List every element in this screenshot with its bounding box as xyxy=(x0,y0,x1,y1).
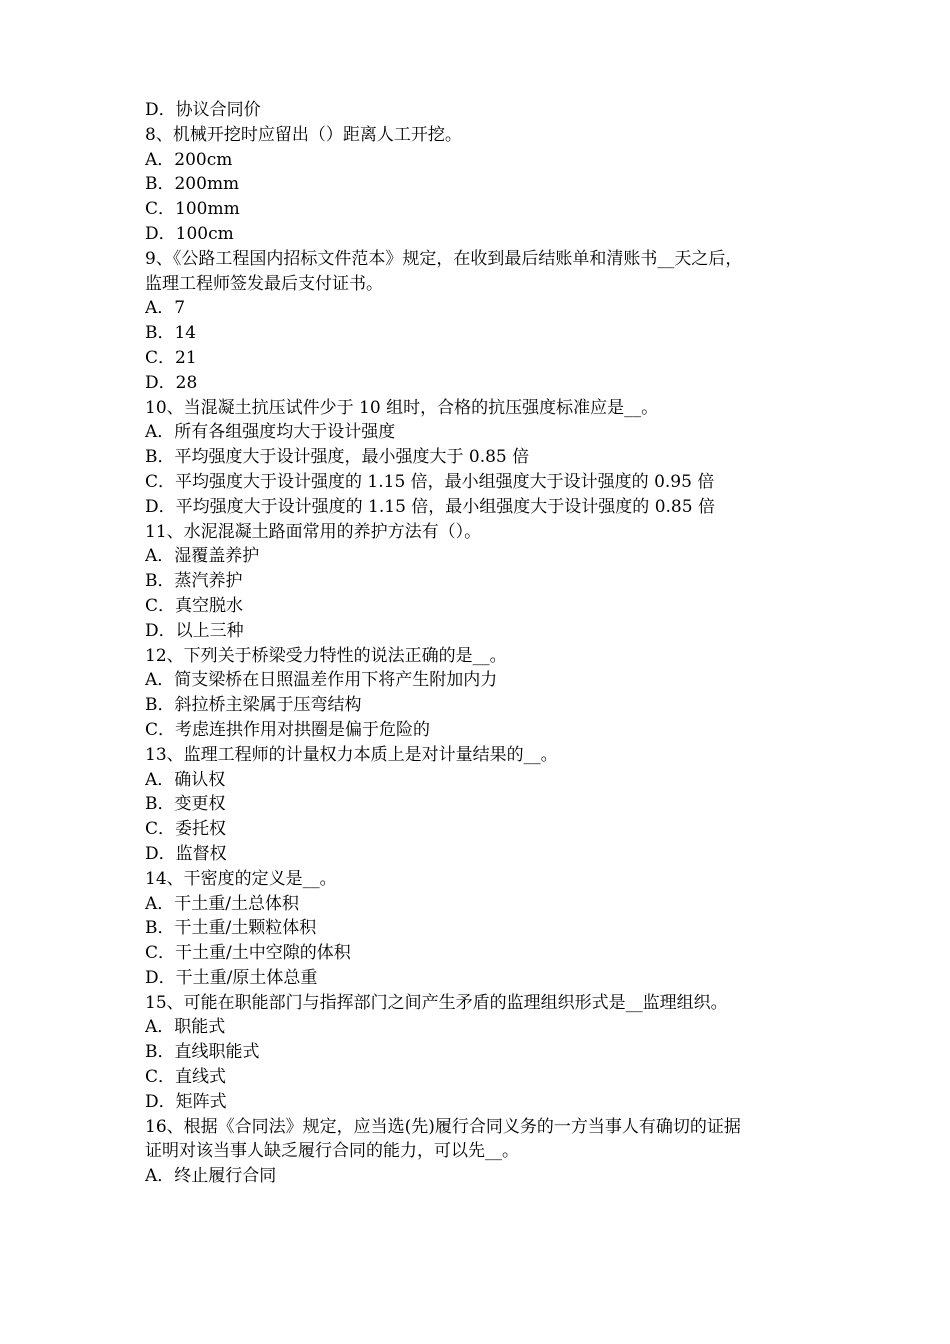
text-line: B．斜拉桥主梁属于压弯结构 xyxy=(145,695,362,716)
text-line: A．200cm xyxy=(145,149,233,170)
text-line: 15、可能在职能部门与指挥部门之间产生矛盾的监理组织形式是__监理组织。 xyxy=(145,992,728,1013)
text-line: D．协议合同价 xyxy=(145,100,261,120)
text-line: C．考虑连拱作用对拱圈是偏于危险的 xyxy=(145,719,431,740)
text-line: B．蒸汽养护 xyxy=(145,571,243,592)
text-line: 9、《公路工程国内招标文件范本》规定，在收到最后结账单和清账书__天之后， xyxy=(145,248,743,269)
text-line: 14、干密度的定义是__。 xyxy=(145,868,337,889)
text-line: A．终止履行合同 xyxy=(145,1166,277,1187)
text-line: B．平均强度大于设计强度，最小强度大于 0.85 倍 xyxy=(145,447,530,468)
text-line: A．简支梁桥在日照温差作用下将产生附加内力 xyxy=(145,670,498,691)
text-line: C．真空脱水 xyxy=(145,595,244,616)
text-line: 12、下列关于桥梁受力特性的说法正确的是__。 xyxy=(145,645,507,666)
text-line: D．平均强度大于设计强度的 1.15 倍，最小组强度大于设计强度的 0.85 倍 xyxy=(145,496,715,517)
text-line: C．21 xyxy=(145,347,197,368)
text-line: B．直线职能式 xyxy=(145,1042,260,1063)
text-line: A．湿覆盖养护 xyxy=(145,546,260,567)
text-line: B．干土重/土颗粒体积 xyxy=(145,918,317,939)
text-line: D．干土重/原土体总重 xyxy=(145,967,318,988)
text-line: 11、水泥混凝土路面常用的养护方法有（）。 xyxy=(145,521,482,542)
text-line: A．职能式 xyxy=(145,1017,226,1038)
text-line: 10、当混凝土抗压试件少于 10 组时，合格的抗压强度标准应是__。 xyxy=(145,397,659,418)
text-line: C．平均强度大于设计强度的 1.15 倍，最小组强度大于设计强度的 0.95 倍 xyxy=(145,471,715,492)
text-line: B．200mm xyxy=(145,174,240,195)
text-line: 8、机械开挖时应留出（）距离人工开挖。 xyxy=(145,124,462,145)
text-line: 证明对该当事人缺乏履行合同的能力，可以先__。 xyxy=(145,1141,519,1162)
text-line: D．矩阵式 xyxy=(145,1091,227,1112)
text-line: 16、根据《合同法》规定，应当选(先)履行合同义务的一方当事人有确切的证据 xyxy=(145,1116,741,1137)
document-page xyxy=(145,98,825,1189)
text-line: B．变更权 xyxy=(145,794,226,815)
text-line: 监理工程师签发最后支付证书。 xyxy=(145,273,383,294)
text-line: B．14 xyxy=(145,323,197,344)
text-line: A．确认权 xyxy=(145,769,226,790)
text-line: D．28 xyxy=(145,372,198,393)
text-line: C．委托权 xyxy=(145,819,227,840)
text-line: D．监督权 xyxy=(145,843,227,864)
text-line: A．所有各组强度均大于设计强度 xyxy=(145,422,396,443)
text-line: 13、监理工程师的计量权力本质上是对计量结果的__。 xyxy=(145,744,558,765)
text-line: D．以上三种 xyxy=(145,620,244,641)
text-line: C．100mm xyxy=(145,199,240,220)
text-line: C．干土重/土中空隙的体积 xyxy=(145,943,351,964)
text-line: A．干土重/土总体积 xyxy=(145,893,300,914)
text-line: D．100cm xyxy=(145,223,234,244)
text-line: A．7 xyxy=(145,298,186,319)
text-line: C．直线式 xyxy=(145,1067,227,1088)
